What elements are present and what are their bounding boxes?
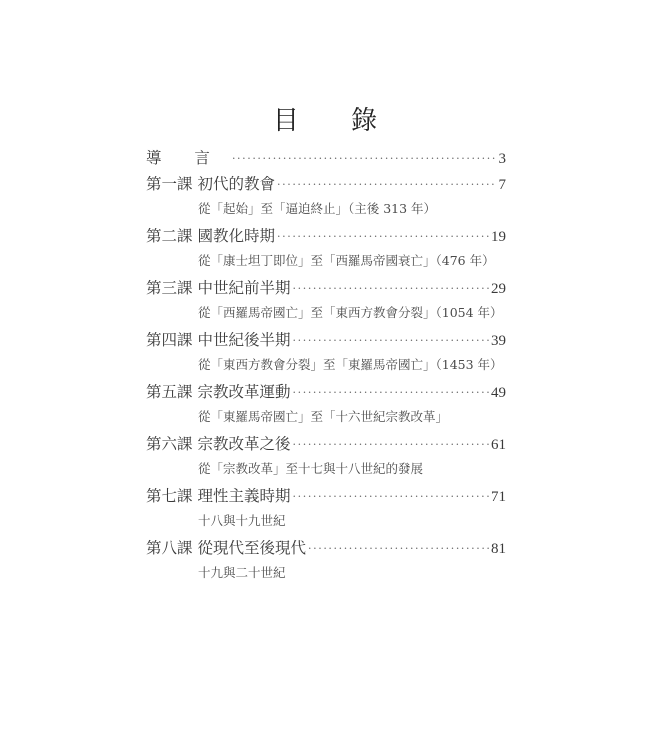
toc-intro-label: 導 言: [146, 149, 224, 167]
lesson-title: 中世紀後半期: [197, 331, 291, 349]
dot-leader: [277, 230, 489, 243]
dot-leader: [293, 490, 489, 503]
toc-entry-intro[interactable]: [146, 146, 506, 172]
dot-leader: [293, 386, 489, 399]
lesson-title: 理性主義時期: [197, 487, 291, 505]
dot-leader: [293, 282, 489, 295]
toc-page-number: 71: [491, 489, 506, 505]
toc-page-number: 29: [491, 281, 506, 297]
lesson-subtitle: 十八與十九世紀: [198, 513, 286, 528]
toc-page-number: 19: [491, 229, 506, 245]
page-title: 目 錄: [272, 106, 400, 136]
lesson-subtitle: 從「東西方教會分裂」至「東羅馬帝國亡」（1453 年）: [198, 357, 503, 372]
lesson-subtitle: 從「東羅馬帝國亡」至「十六世紀宗教改革」: [198, 409, 449, 424]
table-of-contents: [146, 146, 506, 588]
dot-leader: [293, 334, 489, 347]
toc-page-number: 39: [491, 333, 506, 349]
lesson-number: 第六課: [146, 435, 193, 453]
lesson-title: 宗教改革運動: [197, 383, 291, 401]
toc-entry-lesson-3[interactable]: [146, 276, 506, 302]
lesson-number: 第八課: [146, 539, 193, 557]
lesson-number: 第五課: [146, 383, 193, 401]
lesson-title: 中世紀前半期: [197, 279, 291, 297]
toc-entry-lesson-1[interactable]: [146, 172, 506, 198]
lesson-number: 第一課: [146, 175, 193, 193]
toc-entry-lesson-8[interactable]: [146, 536, 506, 562]
dot-leader: [232, 152, 497, 165]
lesson-number: 第三課: [146, 279, 193, 297]
lesson-title: 國教化時期: [197, 227, 276, 245]
toc-entry-lesson-4[interactable]: [146, 328, 506, 354]
toc-page-number: 61: [491, 437, 506, 453]
dot-leader: [277, 178, 496, 191]
toc-page-number: 49: [491, 385, 506, 401]
lesson-title: 初代的教會: [197, 175, 276, 193]
dot-leader: [293, 438, 489, 451]
lesson-title: 從現代至後現代: [197, 539, 307, 557]
lesson-title: 宗教改革之後: [197, 435, 291, 453]
lesson-subtitle: 十九與二十世紀: [198, 565, 286, 580]
lesson-subtitle: 從「西羅馬帝國亡」至「東西方教會分裂」（1054 年）: [198, 305, 503, 320]
lesson-number: 第四課: [146, 331, 193, 349]
lesson-subtitle: 從「康士坦丁即位」至「西羅馬帝國衰亡」（476 年）: [198, 253, 495, 268]
lesson-subtitle: 從「起始」至「逼迫終止」（主後 313 年）: [198, 201, 437, 216]
dot-leader: [308, 542, 489, 555]
toc-entry-lesson-7[interactable]: [146, 484, 506, 510]
lesson-number: 第二課: [146, 227, 193, 245]
toc-page-number: 7: [498, 177, 506, 193]
lesson-number: 第七課: [146, 487, 193, 505]
toc-page-number: 81: [491, 541, 506, 557]
toc-entry-lesson-5[interactable]: [146, 380, 506, 406]
toc-entry-lesson-6[interactable]: [146, 432, 506, 458]
toc-entry-lesson-2[interactable]: [146, 224, 506, 250]
lesson-subtitle: 從「宗教改革」至十七與十八世紀的發展: [198, 461, 424, 476]
toc-page-number: 3: [498, 151, 506, 167]
